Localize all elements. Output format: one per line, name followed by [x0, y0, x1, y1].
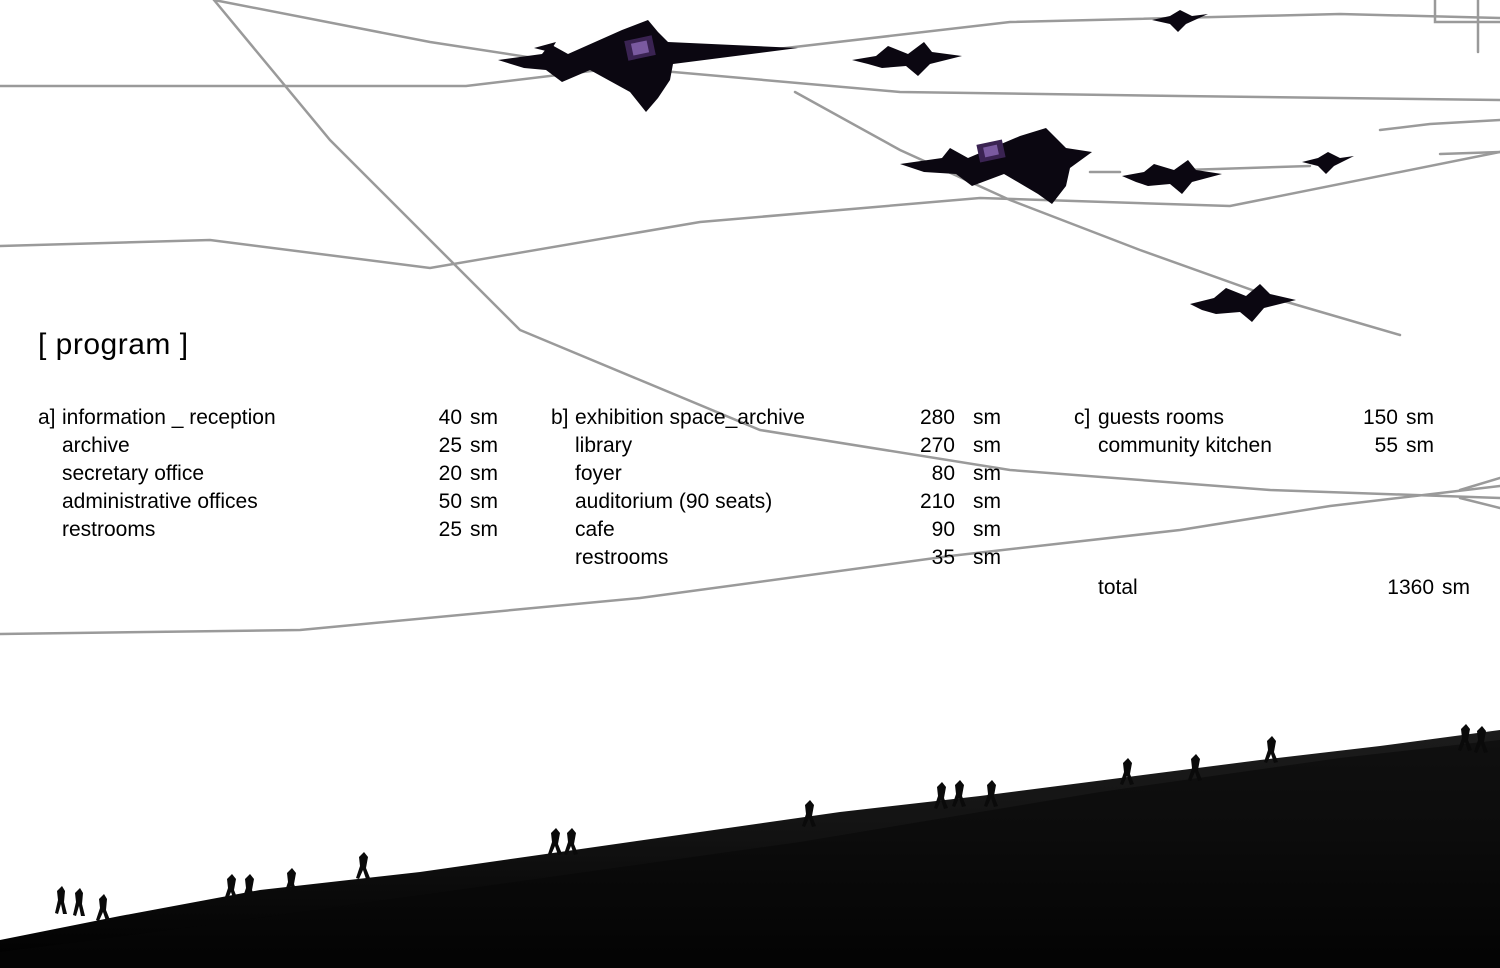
item-unit: sm	[973, 434, 1001, 457]
item-value: 25	[438, 518, 462, 541]
item-unit: sm	[470, 406, 498, 429]
program-column-a	[38, 404, 498, 544]
item-value: 20	[438, 462, 462, 485]
item-value: 270	[919, 434, 955, 457]
item-value: 35	[931, 546, 955, 569]
list-item	[38, 516, 498, 544]
item-value: 150	[1362, 406, 1398, 429]
list-item	[551, 460, 1001, 488]
item-label: auditorium (90 seats)	[575, 490, 773, 513]
item-label: archive	[62, 434, 130, 457]
item-label: cafe	[575, 518, 615, 541]
item-label: restrooms	[575, 546, 669, 569]
column-marker: c]	[1074, 406, 1091, 429]
total-value: 1360	[1387, 576, 1434, 599]
column-marker: a]	[38, 406, 56, 429]
item-value: 90	[931, 518, 955, 541]
list-item	[38, 432, 498, 460]
item-unit: sm	[973, 518, 1001, 541]
program-column-b	[551, 404, 1001, 572]
item-label: foyer	[575, 462, 622, 485]
item-unit: sm	[1406, 406, 1434, 429]
column-marker: b]	[551, 406, 569, 429]
item-label: guests rooms	[1098, 406, 1225, 429]
list-item	[1074, 404, 1470, 432]
item-unit: sm	[1406, 434, 1434, 457]
item-unit: sm	[973, 406, 1001, 429]
program-column-c	[1074, 404, 1470, 602]
list-item	[1074, 432, 1470, 460]
list-item	[551, 488, 1001, 516]
page-title: [ program ]	[38, 328, 189, 361]
item-value: 25	[438, 434, 462, 457]
item-unit: sm	[973, 546, 1001, 569]
item-label: information _ reception	[62, 406, 276, 429]
item-label: administrative offices	[62, 490, 258, 513]
list-item	[38, 460, 498, 488]
item-unit: sm	[470, 518, 498, 541]
list-item	[38, 404, 498, 432]
item-unit: sm	[470, 434, 498, 457]
item-unit: sm	[470, 462, 498, 485]
item-label: secretary office	[62, 462, 205, 485]
item-unit: sm	[973, 462, 1001, 485]
item-unit: sm	[470, 490, 498, 513]
item-label: community kitchen	[1098, 434, 1272, 457]
list-item	[551, 432, 1001, 460]
item-label: exhibition space_archive	[575, 406, 805, 429]
item-label: library	[575, 434, 633, 457]
item-value: 80	[931, 462, 955, 485]
item-label: restrooms	[62, 518, 156, 541]
item-value: 55	[1374, 434, 1398, 457]
item-value: 40	[438, 406, 462, 429]
total-row	[1074, 574, 1470, 602]
item-value: 280	[919, 406, 955, 429]
item-unit: sm	[973, 490, 1001, 513]
list-item	[551, 404, 1001, 432]
item-value: 210	[919, 490, 955, 513]
total-unit: sm	[1442, 576, 1470, 599]
list-item	[551, 516, 1001, 544]
list-item	[551, 544, 1001, 572]
list-item	[38, 488, 498, 516]
item-value: 50	[438, 490, 462, 513]
total-label: total	[1098, 576, 1138, 599]
